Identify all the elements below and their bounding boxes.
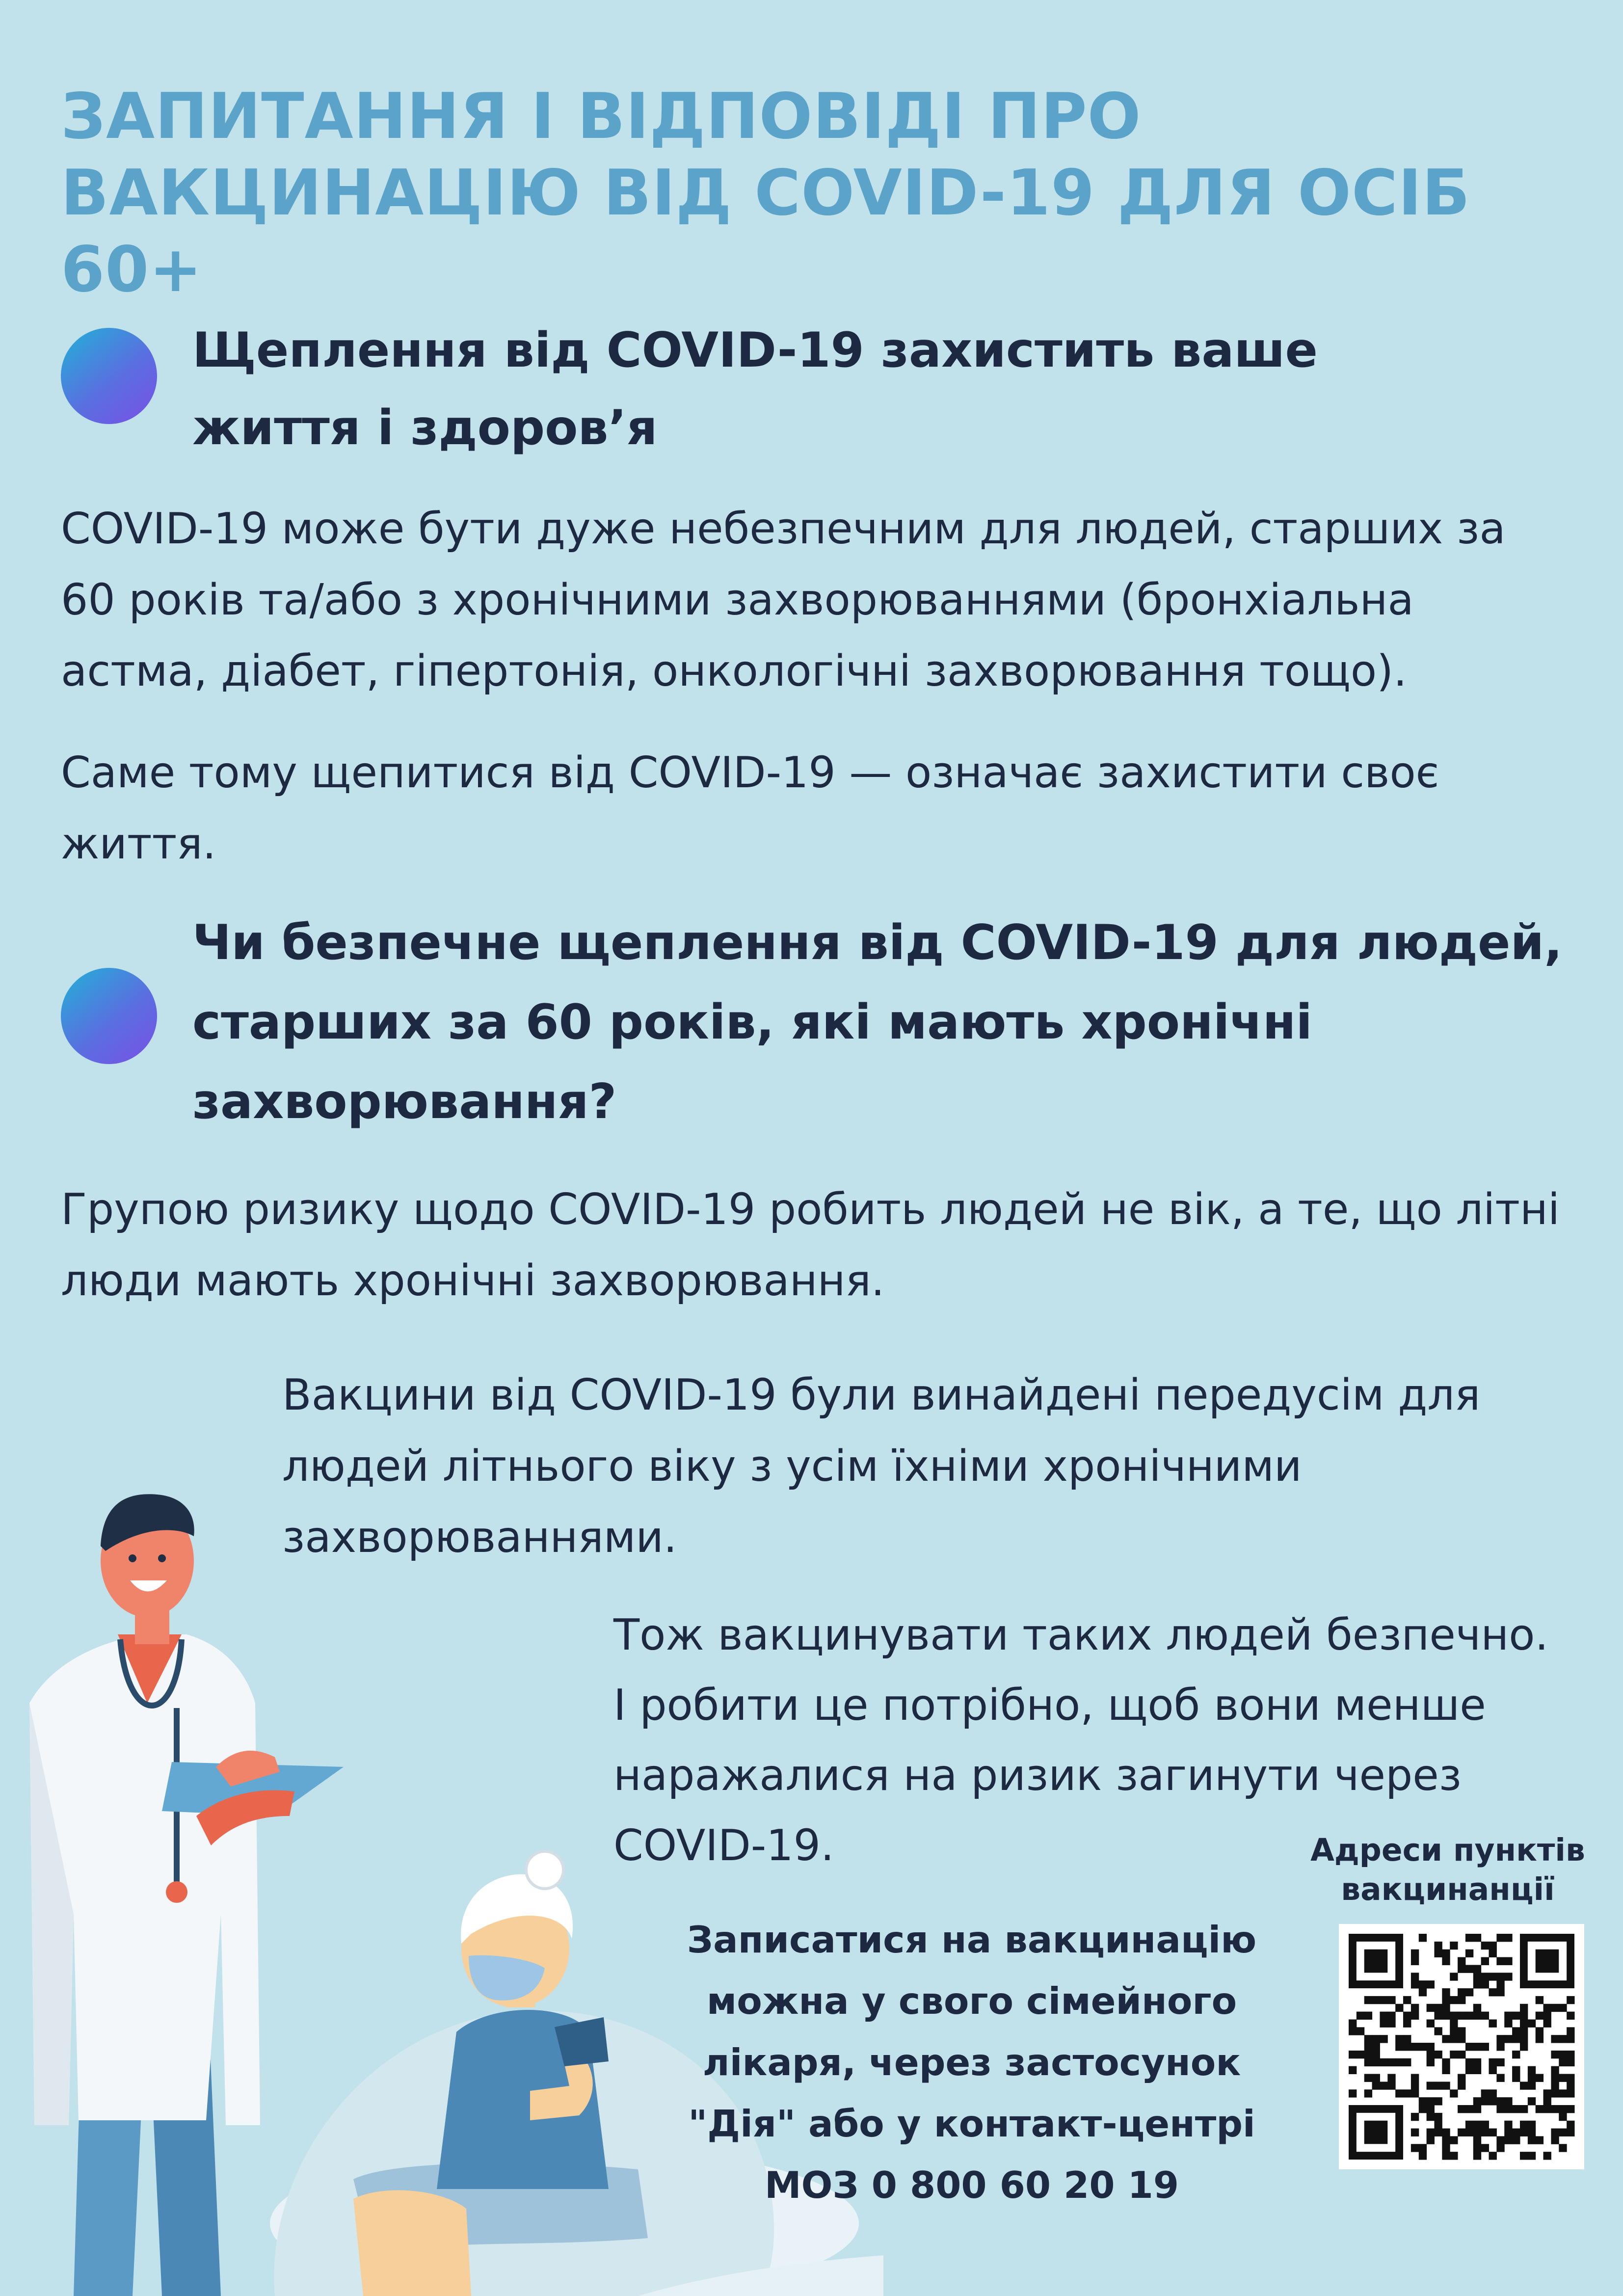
title-line: ВАКЦИНАЦІЮ ВІД COVID-19 ДЛЯ ОСІБ 60+ (61, 157, 1471, 306)
paragraph-line: COVID-19 може бути дуже небезпечним для людей, старших за (61, 504, 1506, 554)
qr-title (1296, 1831, 1600, 1909)
paragraph-line: Групою ризику щодо COVID-19 робить людей не вік, а те, що літні (61, 1184, 1560, 1234)
qr-code-icon[interactable] (1339, 1924, 1584, 2169)
heading-line: Щеплення від COVID-19 захистить ваше (192, 322, 1318, 378)
paragraph (61, 737, 1582, 880)
paragraph-line: люди мають хронічні захворювання. (61, 1255, 885, 1306)
paragraph (61, 493, 1582, 707)
signup-line: лікаря, через застосунок (702, 2041, 1241, 2084)
signup-line: Записатися на вакцинацію (687, 1918, 1257, 1961)
paragraph-line: наражалися на ризик загинути через (613, 1750, 1462, 1800)
signup-info (667, 1909, 1276, 2216)
paragraph-line: життя. (61, 819, 216, 869)
paragraph (282, 1360, 1558, 1573)
paragraph-line: COVID-19. (613, 1820, 834, 1870)
bullet-circle (61, 328, 157, 424)
page-title (61, 79, 1582, 308)
signup-line: можна у свого сімейного (706, 1979, 1237, 2023)
paragraph-line: астма, діабет, гіпертонія, онкологічні захворювання тощо). (61, 646, 1407, 696)
qr-title-line: Адреси пунктів (1310, 1832, 1585, 1868)
title-line: ЗАПИТАННЯ І ВІДПОВІДІ ПРО (61, 80, 1142, 153)
heading-line: Чи безпечне щеплення від COVID-19 для людей, (192, 915, 1563, 971)
paragraph-line: Вакцини від COVID-19 були винайдені передусім для (282, 1370, 1481, 1420)
paragraph-line: І робити це потрібно, щоб вони менше (613, 1680, 1486, 1730)
section-heading (192, 312, 1517, 467)
heading-line: життя і здоров’я (192, 400, 658, 456)
paragraph-line: Тож вакцинувати таких людей безпечно. (613, 1610, 1549, 1660)
heading-line: захворювання? (192, 1074, 617, 1130)
section-heading (192, 903, 1567, 1142)
qr-title-line: вакцинанції (1341, 1871, 1555, 1907)
paragraph (61, 1174, 1607, 1316)
bullet-circle (61, 968, 157, 1064)
signup-line: "Дія" або у контакт-центрі (688, 2102, 1255, 2145)
paragraph-line: Саме тому щепитися від COVID-19 — означає захистити своє (61, 748, 1439, 798)
signup-line: МОЗ 0 800 60 20 19 (764, 2163, 1179, 2207)
paragraph-line: людей літнього віку з усім їхніми хронічними (282, 1441, 1302, 1491)
paragraph-line: 60 років та/або з хронічними захворюваннями (бронхіальна (61, 575, 1414, 625)
heading-line: старших за 60 років, які мають хронічні (192, 994, 1312, 1050)
paragraph-line: захворюваннями. (282, 1512, 677, 1562)
